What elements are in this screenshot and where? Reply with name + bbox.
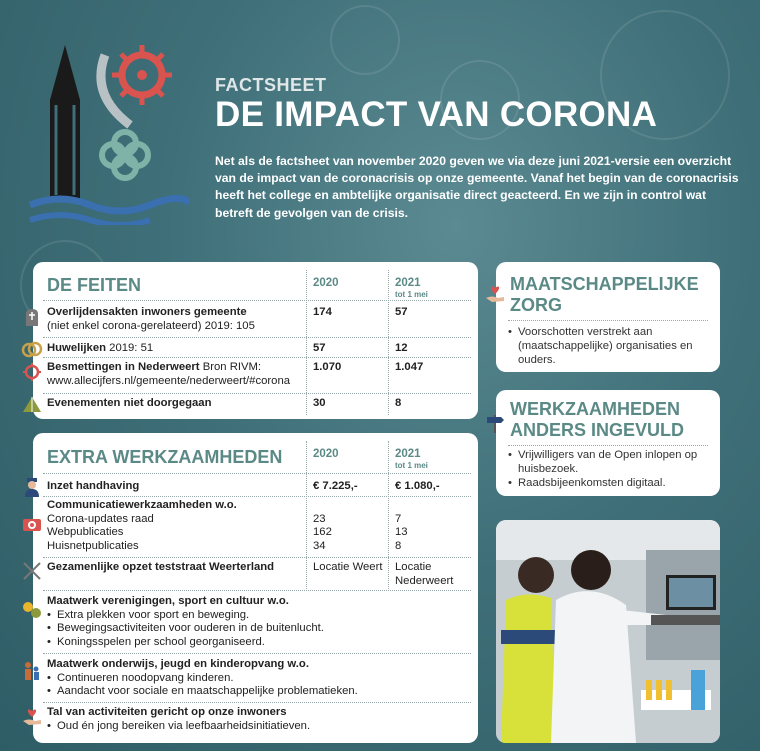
- extra-year-2020: 2020: [313, 448, 339, 460]
- communicatie-2020: 23 162 34: [313, 512, 332, 552]
- testing-photo: [496, 520, 720, 743]
- extra-werkzaamheden-card: [33, 433, 478, 743]
- feiten-row: Evenementen niet doorgegaan: [47, 397, 212, 409]
- feiten-value: 57: [395, 306, 408, 318]
- zorg-list: [508, 325, 708, 367]
- list-item: • Koningsspelen per school georganiseerd.: [47, 636, 467, 650]
- feiten-value: 57: [313, 342, 326, 354]
- feiten-card: [33, 262, 478, 419]
- heart-hand-icon: [21, 705, 43, 727]
- handhaving-2021: € 1.080,-: [395, 480, 440, 492]
- list-item: • Extra plekken voor sport en beweging.: [47, 609, 467, 623]
- swab-icon: [21, 560, 43, 582]
- signpost-icon: [484, 412, 506, 434]
- tent-icon: [21, 393, 43, 415]
- police-officer-icon: [21, 476, 43, 498]
- virus-icon: [112, 45, 172, 105]
- extra-year-2021: 2021 tot 1 mei: [395, 448, 428, 470]
- list-item: • Voorschotten verstrekt aan (maatschappelijke) organisaties en ouders.: [508, 325, 708, 367]
- feiten-year-2021: 2021 tot 1 mei: [395, 277, 428, 299]
- communicatie-2021: 7 13 8: [395, 512, 408, 552]
- list-item: • Aandacht voor sociale en maatschappelijke problematieken.: [47, 685, 467, 699]
- maatwerk-onderwijs-block: Maatwerk onderwijs, jeugd en kinderopvang w.o. • Continueren noodopvang kinderen. • Aandacht voor sociale en maatschappelijke problematieken.: [47, 658, 467, 699]
- feiten-row: Huwelijken 2019: 51: [47, 342, 154, 354]
- maatwerk-sport-block: Maatwerk verenigingen, sport en cultuur w.o. • Extra plekken voor sport en beweging. • Bewegingsactiviteiten voor ouderen in de buitenlucht. • Koningsspelen per school georganiseerd.: [47, 595, 467, 649]
- background-virus-decoration: [330, 5, 400, 75]
- municipality-logo: [20, 25, 190, 225]
- clover-icon: [102, 132, 148, 178]
- list-item: • Bewegingsactiviteiten voor ouderen in de buitenlucht.: [47, 622, 467, 636]
- list-item: • Raadsbijeenkomsten digitaal.: [508, 476, 708, 490]
- virus-icon: [21, 361, 43, 383]
- anders-list: [508, 448, 708, 490]
- feiten-value: 30: [313, 397, 326, 409]
- teststraat-2021: Locatie Nederweert: [395, 561, 454, 587]
- page-title: DE IMPACT VAN CORONA: [215, 95, 658, 134]
- feiten-row: Overlijdensakten inwoners gemeente (niet enkel corona-gerelateerd) 2019: 105: [47, 306, 255, 332]
- camera-icon: [21, 513, 43, 535]
- handhaving-label: Inzet handhaving: [47, 480, 140, 492]
- intro-text: Net als de factsheet van november 2020 geven we via deze juni 2021-versie een overzicht van de impact van de coronacrisis op onze gemeente. Vanaf het begin van de coronacrisis heeft het college en ambtelijke organisatie direct geacteerd. En we zijn in control wat betreft de gevolgen van de crisis.: [215, 154, 739, 220]
- anders-title: WERKZAAMHEDEN ANDERS INGEVULD: [510, 399, 685, 440]
- zorg-title: MAATSCHAPPELIJKE ZORG: [510, 274, 699, 315]
- maatschappelijke-zorg-card: [496, 262, 720, 372]
- list-item: • Continueren noodopvang kinderen.: [47, 672, 467, 686]
- feiten-value: 8: [395, 397, 402, 409]
- gravestone-icon: [21, 306, 43, 328]
- feiten-value: 1.047: [395, 361, 424, 373]
- list-item: • Oud én jong bereiken via leefbaarheidsinitiatieven.: [47, 720, 467, 734]
- feiten-value: 12: [395, 342, 408, 354]
- werkzaamheden-anders-card: [496, 390, 720, 496]
- feiten-value: 1.070: [313, 361, 342, 373]
- teststraat-label: Gezamenlijke opzet teststraat Weerterland: [47, 561, 275, 573]
- heart-hand-icon: [484, 282, 506, 304]
- testing-station-illustration: [496, 520, 720, 743]
- sports-balls-icon: [21, 599, 43, 621]
- factsheet-label: FACTSHEET: [215, 75, 327, 95]
- feiten-row: Besmettingen in Nederweert Bron RIVM: www.allecijfers.nl/gemeente/nederweert/#corona: [47, 361, 291, 387]
- rings-icon: [21, 338, 43, 360]
- communicatie-block: Communicatiewerkzaamheden w.o. Corona-updates raad Webpublicaties Huisnetpublicaties: [47, 499, 237, 552]
- handhaving-2020: € 7.225,-: [313, 480, 358, 492]
- feiten-year-2020: 2020: [313, 277, 339, 289]
- feiten-value: 174: [313, 306, 332, 318]
- activiteiten-block: Tal van activiteiten gericht op onze inwoners • Oud én jong bereiken via leefbaarheidsinitiatieven.: [47, 706, 467, 733]
- feiten-title: DE FEITEN: [47, 275, 142, 295]
- header: [215, 75, 745, 132]
- family-icon: [21, 660, 43, 682]
- list-item: • Vrijwilligers van de Open inlopen op huisbezoek.: [508, 448, 708, 476]
- teststraat-2020: Locatie Weert: [313, 561, 383, 573]
- extra-title: EXTRA WERKZAAMHEDEN: [47, 447, 283, 467]
